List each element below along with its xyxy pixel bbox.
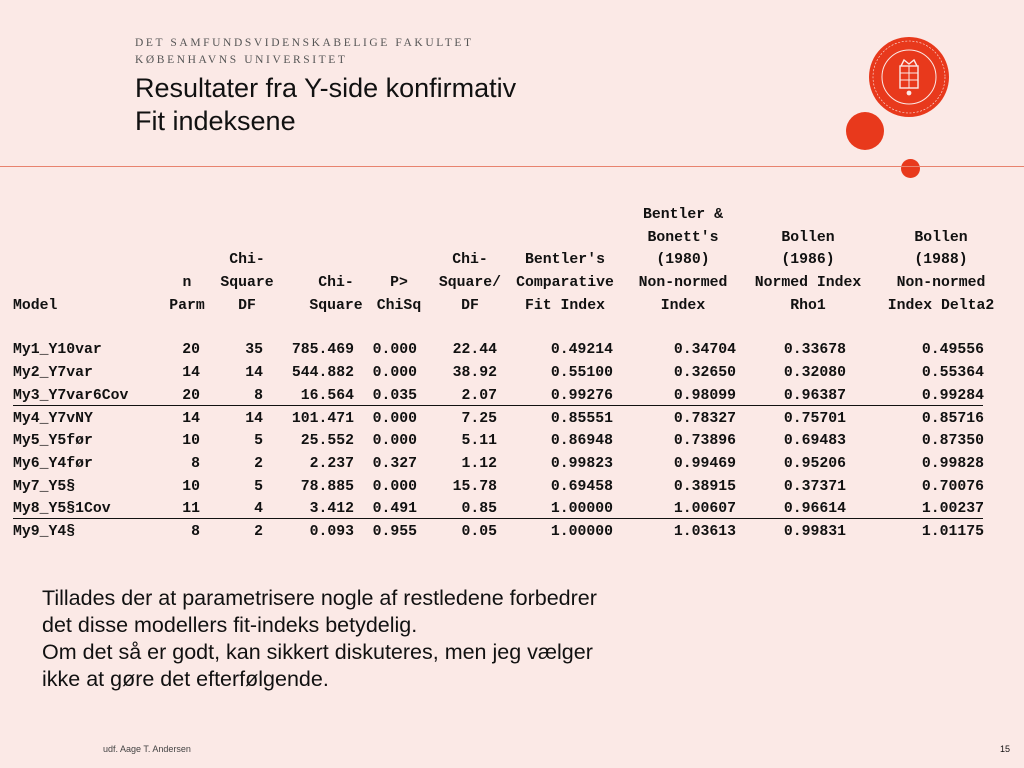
table-cell: 1.00000 — [550, 501, 613, 518]
table-cell: 5 — [254, 478, 263, 495]
table-cell: 0.34704 — [673, 342, 736, 359]
faculty-name: DET SAMFUNDSVIDENSKABELIGE FAKULTET — [135, 37, 474, 49]
table-cell: 0.86948 — [550, 433, 613, 450]
table-cell: 10 — [182, 433, 200, 450]
table-cell: 0.49214 — [550, 342, 613, 359]
table-header-cell: (1986) — [781, 252, 835, 269]
table-cell: 0.96387 — [783, 387, 846, 404]
table-cell: 0.55100 — [550, 365, 613, 382]
table-cell: 1.00607 — [673, 501, 736, 518]
model-name-cell: My1_Y10var — [13, 342, 102, 359]
faculty-header — [135, 35, 474, 69]
table-cell: 14 — [182, 365, 200, 382]
body-line: Tillades der at parametrisere nogle af restledene forbedrer — [42, 586, 597, 610]
table-cell: 0.49556 — [921, 342, 984, 359]
table-header-cell: Non-normed — [638, 275, 728, 292]
table-header-cell: Bollen — [781, 229, 835, 246]
table-cell: 0.85 — [461, 501, 497, 518]
table-cell: 5.11 — [461, 433, 497, 450]
body-line: Om det så er godt, kan sikkert diskuteres, men jeg vælger — [42, 640, 593, 664]
title-line-1: Resultater fra Y-side konfirmativ — [135, 73, 517, 103]
table-cell: 0.78327 — [673, 410, 736, 427]
table-cell: 0.99469 — [673, 455, 736, 472]
table-cell: 0.99831 — [783, 523, 846, 540]
table-cell: 0.96614 — [783, 501, 846, 518]
table-cell: 4 — [254, 501, 263, 518]
table-cell: 10 — [182, 478, 200, 495]
table-cell: 35 — [245, 342, 263, 359]
table-cell: 0.37371 — [783, 478, 846, 495]
table-cell: 0.05 — [461, 523, 497, 540]
table-header-cell: Chi- — [452, 252, 488, 269]
footer-author: udf. Aage T. Andersen — [103, 744, 191, 754]
table-cell: 0.000 — [372, 433, 417, 450]
table-header-cell: DF — [238, 297, 256, 314]
table-cell: 0.75701 — [783, 410, 846, 427]
table-cell: 14 — [182, 410, 200, 427]
table-cell: 14 — [245, 410, 263, 427]
table-header-cell: Index — [660, 297, 706, 314]
table-cell: 0.85551 — [550, 410, 613, 427]
table-cell: 2 — [254, 455, 263, 472]
table-cell: 20 — [182, 342, 200, 359]
table-cell: 8 — [254, 387, 263, 404]
table-cell: 8 — [191, 523, 200, 540]
table-cell: 0.32080 — [783, 365, 846, 382]
table-cell: 2 — [254, 523, 263, 540]
body-line: ikke at gøre det efterfølgende. — [42, 667, 329, 691]
table-cell: 25.552 — [300, 433, 354, 450]
table-cell: 0.95206 — [783, 455, 846, 472]
table-cell: 0.32650 — [673, 365, 736, 382]
table-header-cell: (1980) — [656, 252, 710, 269]
table-cell: 0.99284 — [921, 387, 984, 404]
table-header-cell: Bentler's — [525, 252, 605, 269]
decorative-dot-small — [901, 159, 920, 178]
table-header-cell: Square — [220, 275, 274, 292]
table-cell: 544.882 — [291, 365, 354, 382]
table-cell: 1.03613 — [673, 523, 736, 540]
table-cell: 0.99828 — [921, 455, 984, 472]
table-header-cell: Parm — [169, 297, 205, 314]
table-cell: 5 — [254, 433, 263, 450]
table-cell: 0.000 — [372, 342, 417, 359]
table-header-cell: Model — [13, 297, 58, 314]
title-line-2: Fit indeksene — [135, 106, 296, 136]
table-header-cell: Comparative — [516, 275, 614, 292]
table-header-cell: Rho1 — [790, 297, 826, 314]
decorative-dot-large — [846, 112, 884, 150]
table-cell: 0.327 — [372, 455, 417, 472]
table-cell: 1.00237 — [921, 501, 984, 518]
table-cell: 0.55364 — [921, 365, 984, 382]
table-header-cell: Square — [309, 297, 363, 314]
model-name-cell: My5_Y5før — [13, 433, 93, 450]
body-text — [42, 585, 597, 693]
table-cell: 20 — [182, 387, 200, 404]
table-cell: 15.78 — [452, 478, 497, 495]
table-cell: 2.07 — [461, 387, 497, 404]
table-cell: 8 — [191, 455, 200, 472]
table-cell: 0.000 — [372, 410, 417, 427]
university-seal-icon — [868, 36, 950, 118]
page-number: 15 — [999, 744, 1010, 754]
table-header-cell: n — [182, 275, 192, 292]
model-name-cell: My2_Y7var — [13, 365, 93, 382]
table-cell: 78.885 — [300, 478, 354, 495]
table-header-cell: Normed Index — [754, 275, 862, 292]
model-name-cell: My8_Y5§1Cov — [13, 501, 111, 518]
table-header-cell: Index Delta2 — [887, 297, 995, 314]
table-cell: 1.01175 — [921, 523, 984, 540]
model-name-cell: My4_Y7vNY — [13, 410, 93, 427]
table-header-cell: Square/ — [438, 275, 502, 292]
table-cell: 22.44 — [452, 342, 497, 359]
slide-title — [135, 72, 516, 138]
table-header-cell: DF — [461, 297, 479, 314]
table-header-cell: Bollen — [914, 229, 968, 246]
table-header-cell: Bentler & — [643, 207, 723, 223]
body-line: det disse modellers fit-indeks betydelig. — [42, 613, 418, 637]
table-cell: 0.000 — [372, 365, 417, 382]
table-cell: 14 — [245, 365, 263, 382]
table-header-cell: Fit Index — [525, 297, 605, 314]
table-cell: 11 — [182, 501, 200, 518]
table-cell: 101.471 — [291, 410, 354, 427]
table-cell: 0.99276 — [550, 387, 613, 404]
table-header-cell: (1988) — [914, 252, 968, 269]
model-name-cell: My7_Y5§ — [13, 478, 76, 495]
table-cell: 1.00000 — [550, 523, 613, 540]
table-cell: 1.12 — [461, 455, 497, 472]
table-cell: 0.38915 — [673, 478, 736, 495]
table-cell: 0.093 — [309, 523, 354, 540]
table-cell: 38.92 — [452, 365, 497, 382]
table-cell: 0.000 — [372, 478, 417, 495]
model-name-cell: My6_Y4før — [13, 455, 93, 472]
table-cell: 0.85716 — [921, 410, 984, 427]
table-header-cell: Bonett's — [647, 229, 719, 246]
table-cell: 0.955 — [372, 523, 417, 540]
header-divider — [0, 166, 1024, 167]
table-header-cell: Non-normed — [896, 275, 986, 292]
table-header-cell: Chi- — [318, 275, 354, 292]
table-cell: 2.237 — [309, 455, 354, 472]
table-cell: 0.99823 — [550, 455, 613, 472]
table-cell: 0.491 — [372, 501, 417, 518]
table-cell: 0.98099 — [673, 387, 736, 404]
table-cell: 3.412 — [309, 501, 354, 518]
table-cell: 0.33678 — [783, 342, 846, 359]
table-cell: 0.73896 — [673, 433, 736, 450]
table-header-cell: ChiSq — [376, 297, 422, 314]
table-cell: 0.69458 — [550, 478, 613, 495]
table-header-cell: P> — [390, 275, 408, 292]
table-cell: 0.69483 — [783, 433, 846, 450]
model-name-cell: My3_Y7var6Cov — [13, 387, 129, 404]
table-cell: 785.469 — [291, 342, 354, 359]
table-cell: 0.87350 — [921, 433, 984, 450]
table-cell: 16.564 — [300, 387, 354, 404]
table-cell: 0.70076 — [921, 478, 984, 495]
model-name-cell: My9_Y4§ — [13, 523, 76, 540]
table-cell: 0.035 — [372, 387, 417, 404]
table-cell: 7.25 — [461, 410, 497, 427]
university-name: KØBENHAVNS UNIVERSITET — [135, 54, 348, 66]
table-header-cell: Chi- — [229, 252, 265, 269]
